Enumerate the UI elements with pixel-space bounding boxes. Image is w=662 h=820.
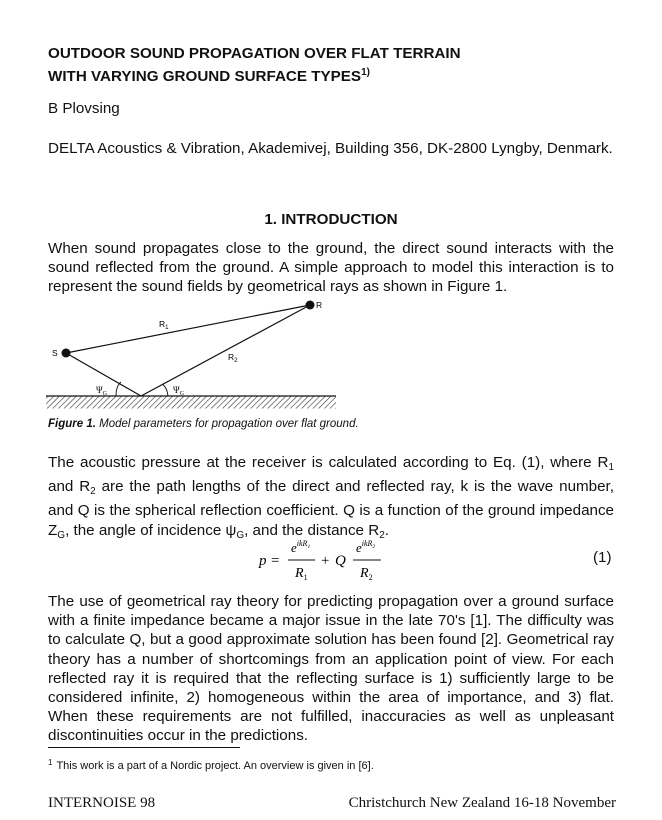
source-point bbox=[62, 349, 71, 358]
paragraph-2 bbox=[48, 453, 614, 545]
paragraph-1: When sound propagates close to the ground, the direct sound interacts with the sound reflected from the ground. A simple approach to model this interaction is to represent the sound fields by geometrical rays as shown in Figure 1. bbox=[48, 240, 614, 296]
eq-den-1: $R_1$ bbox=[295, 566, 308, 582]
affiliation: DELTA Acoustics & Vibration, Akademivej, Building 356, DK-2800 Lyngby, Denmark. bbox=[48, 140, 613, 157]
author: B Plovsing bbox=[48, 100, 120, 117]
title-line-2-text: WITH VARYING GROUND SURFACE TYPES bbox=[48, 68, 362, 85]
incident-ray bbox=[66, 353, 141, 396]
figure-caption bbox=[48, 418, 359, 430]
footnote-mark: 1 bbox=[48, 758, 53, 767]
eq-den-2: $R_2$ bbox=[360, 566, 373, 582]
caption-text: Model parameters for propagation over flat ground. bbox=[95, 418, 359, 430]
section-heading: 1. INTRODUCTION bbox=[264, 211, 398, 228]
title-footnote-mark: 1) bbox=[361, 67, 370, 78]
footnote-text: This work is a part of a Nordic project. An overview is given in [6]. bbox=[56, 760, 374, 772]
paragraph-3: The use of geometrical ray theory for predicting propagation over a ground surface with a finite impedance became a major issue in the late 70's [1]. The difficulty was to calculate Q, but a good approximate solution has been found [2]. Geometrical ray theory has a number of shortcomings from an application point of view. For each reflected ray it is required that the reflecting surface is 1) sufficiently large to be considered infinite, 2) homogeneous within the area of importance, and 3) flat. When these requirements are not fulfilled, inaccuracies as well as unpleasant discontinuities occur in the predictions. bbox=[48, 593, 614, 745]
p2-text: and R bbox=[48, 478, 91, 496]
title-line-1: OUTDOOR SOUND PROPAGATION OVER FLAT TERRAIN bbox=[48, 45, 461, 62]
eq-num-2: $e^{ikR}2$ bbox=[356, 539, 376, 555]
label-psi-right: $\Psi_G$ bbox=[173, 385, 184, 397]
footer-location-date: Christchurch New Zealand 16-18 November bbox=[348, 795, 616, 811]
p2-text: The acoustic pressure at the receiver is calculated according to Eq. (1), where R bbox=[48, 454, 609, 471]
footnote bbox=[48, 758, 374, 772]
label-r1: $R_1$ bbox=[159, 319, 169, 331]
figure-1 bbox=[46, 296, 336, 414]
p2-sub: 2 bbox=[90, 486, 96, 498]
label-r: R bbox=[316, 300, 323, 310]
angle-arc-right bbox=[162, 384, 168, 396]
eq-plus: + bbox=[321, 553, 330, 569]
label-s: S bbox=[52, 348, 58, 358]
eq-q: Q bbox=[335, 553, 346, 569]
receiver-point bbox=[306, 301, 315, 310]
p2-text: , and the distance R bbox=[244, 521, 380, 539]
ground-hatching bbox=[46, 397, 336, 409]
footer-conference: INTERNOISE 98 bbox=[48, 795, 156, 811]
label-psi-left: $\Psi_G$ bbox=[96, 385, 107, 397]
reflected-ray-r2 bbox=[141, 305, 310, 396]
eq-num-1: $e^{ikR}1$ bbox=[291, 539, 311, 555]
caption-label: Figure 1. bbox=[48, 418, 96, 430]
footnote-rule bbox=[48, 747, 240, 748]
equation-1 bbox=[255, 535, 395, 585]
direct-ray-r1 bbox=[66, 305, 310, 353]
p2-sub: 2 bbox=[379, 529, 385, 541]
p2-text: , the angle of incidence ψ bbox=[65, 521, 237, 539]
p2-sub: G bbox=[236, 529, 245, 541]
p2-text: . bbox=[384, 521, 389, 539]
eq-p: p bbox=[259, 553, 267, 569]
p2-text: are the path lengths of the direct and reflected ray, k is the wave number, and Q is the spherical reflection coefficient. Q is a function of the ground impedance Z bbox=[48, 478, 614, 539]
p2-sub: G bbox=[57, 529, 66, 541]
eq-equals: = bbox=[271, 553, 280, 569]
equation-number: (1) bbox=[593, 549, 612, 566]
p2-sub: 1 bbox=[608, 462, 614, 473]
paper-title bbox=[48, 44, 628, 86]
label-r2: $R_2$ bbox=[228, 352, 238, 364]
title-line-2 bbox=[48, 63, 628, 86]
